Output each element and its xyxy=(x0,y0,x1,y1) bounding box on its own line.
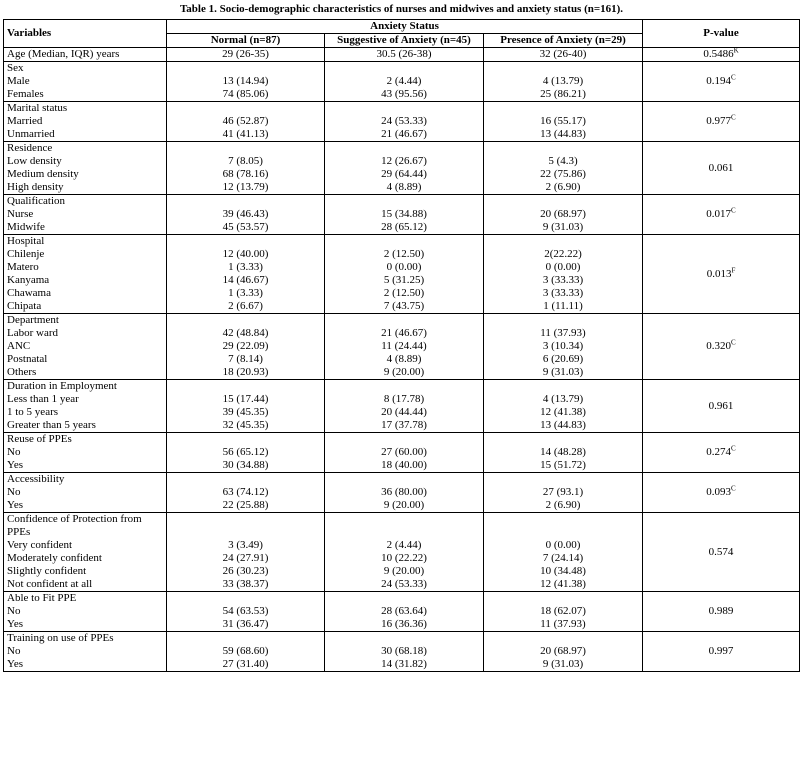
cell-value: 11 (37.93) xyxy=(484,618,643,632)
cell-value: 0 (0.00) xyxy=(484,539,643,552)
p-value: 0.977 xyxy=(706,115,732,127)
section-title-row xyxy=(4,48,800,62)
cell-value: 30 (68.18) xyxy=(325,645,484,658)
row-label: Greater than 5 years xyxy=(4,419,167,433)
empty-cell xyxy=(325,473,484,487)
header-suggestive: Suggestive of Anxiety (n=45) xyxy=(325,34,484,48)
section-title-row xyxy=(4,513,800,540)
cell-value: 63 (74.12) xyxy=(167,486,325,499)
section-title: Reuse of PPEs xyxy=(4,433,167,447)
empty-cell xyxy=(167,102,325,116)
cell-value: 2 (12.50) xyxy=(325,248,484,261)
cell-value: 2 (4.44) xyxy=(325,539,484,552)
cell-value: 4 (13.79) xyxy=(484,393,643,406)
cell-value: 32 (45.35) xyxy=(167,419,325,433)
p-value-cell xyxy=(643,380,800,433)
cell-value: 9 (31.03) xyxy=(484,221,643,235)
p-value-cell xyxy=(643,473,800,513)
p-value: 0.013 xyxy=(706,267,732,280)
cell-value: 16 (55.17) xyxy=(484,115,643,128)
cell-value: 10 (34.48) xyxy=(484,565,643,578)
row-label: Yes xyxy=(4,499,167,513)
row-label: Less than 1 year xyxy=(4,393,167,406)
cell-value: 18 (62.07) xyxy=(484,605,643,618)
empty-cell xyxy=(325,380,484,394)
section-title-row xyxy=(4,314,800,328)
p-value-test-marker: F xyxy=(731,265,736,274)
cell-value: 25 (86.21) xyxy=(484,88,643,102)
empty-cell xyxy=(325,513,484,540)
section-title: Qualification xyxy=(4,195,167,209)
section-title: Duration in Employment xyxy=(4,380,167,394)
section-title-row xyxy=(4,235,800,249)
section-title: Confidence of Protection from PPEs xyxy=(4,513,167,540)
empty-cell xyxy=(167,473,325,487)
empty-cell xyxy=(325,433,484,447)
row-label: Unmarried xyxy=(4,128,167,142)
data-table xyxy=(3,19,800,672)
cell-value: 29 (26-35) xyxy=(167,48,325,62)
cell-value: 45 (53.57) xyxy=(167,221,325,235)
table-body xyxy=(4,48,800,672)
cell-value: 2 (6.67) xyxy=(167,300,325,314)
section-title-row xyxy=(4,380,800,394)
cell-value: 14 (46.67) xyxy=(167,274,325,287)
cell-value: 33 (38.37) xyxy=(167,578,325,592)
cell-value: 1 (3.33) xyxy=(167,287,325,300)
p-value-cell xyxy=(643,102,800,142)
cell-value: 2 (6.90) xyxy=(484,181,643,195)
p-value-test-marker: C xyxy=(731,444,736,453)
section-title: Sex xyxy=(4,62,167,76)
section-title: Department xyxy=(4,314,167,328)
section-title: Able to Fit PPE xyxy=(4,592,167,606)
section-title-row xyxy=(4,592,800,606)
section-title: Accessibility xyxy=(4,473,167,487)
section-title: Residence xyxy=(4,142,167,156)
row-label: Kanyama xyxy=(4,274,167,287)
p-value-cell xyxy=(643,235,800,314)
cell-value: 2(22.22) xyxy=(484,248,643,261)
empty-cell xyxy=(484,195,643,209)
cell-value: 12 (41.38) xyxy=(484,406,643,419)
empty-cell xyxy=(167,314,325,328)
empty-cell xyxy=(325,142,484,156)
cell-value: 9 (20.00) xyxy=(325,499,484,513)
empty-cell xyxy=(325,592,484,606)
cell-value: 29 (64.44) xyxy=(325,168,484,181)
cell-value: 20 (44.44) xyxy=(325,406,484,419)
cell-value: 6 (20.69) xyxy=(484,353,643,366)
p-value-cell xyxy=(643,632,800,672)
row-label: Medium density xyxy=(4,168,167,181)
cell-value: 13 (44.83) xyxy=(484,128,643,142)
empty-cell xyxy=(325,235,484,249)
section-title-row xyxy=(4,62,800,76)
section-title: Age (Median, IQR) years xyxy=(4,48,167,62)
p-value: 0.194 xyxy=(706,75,732,87)
cell-value: 26 (30.23) xyxy=(167,565,325,578)
p-value: 0.017 xyxy=(706,208,732,220)
row-label: Matero xyxy=(4,261,167,274)
empty-cell xyxy=(325,632,484,646)
empty-cell xyxy=(484,433,643,447)
cell-value: 7 (8.05) xyxy=(167,155,325,168)
cell-value: 15 (17.44) xyxy=(167,393,325,406)
cell-value: 5 (31.25) xyxy=(325,274,484,287)
cell-value: 41 (41.13) xyxy=(167,128,325,142)
cell-value: 2 (6.90) xyxy=(484,499,643,513)
cell-value: 22 (25.88) xyxy=(167,499,325,513)
cell-value: 12 (41.38) xyxy=(484,578,643,592)
empty-cell xyxy=(484,380,643,394)
row-label: 1 to 5 years xyxy=(4,406,167,419)
empty-cell xyxy=(167,513,325,540)
table-caption: Table 1. Socio-demographic characteristics of nurses and midwives and anxiety status (n=161). xyxy=(179,3,624,15)
row-label: Postnatal xyxy=(4,353,167,366)
row-label: Yes xyxy=(4,618,167,632)
p-value-test-marker: C xyxy=(731,113,736,122)
cell-value: 7 (24.14) xyxy=(484,552,643,565)
cell-value: 42 (48.84) xyxy=(167,327,325,340)
row-label: Yes xyxy=(4,658,167,672)
row-label: Chawama xyxy=(4,287,167,300)
cell-value: 32 (26-40) xyxy=(484,48,643,62)
cell-value: 24 (53.33) xyxy=(325,115,484,128)
cell-value: 24 (27.91) xyxy=(167,552,325,565)
row-label: Married xyxy=(4,115,167,128)
cell-value: 13 (14.94) xyxy=(167,75,325,88)
cell-value: 10 (22.22) xyxy=(325,552,484,565)
empty-cell xyxy=(484,62,643,76)
cell-value: 3 (33.33) xyxy=(484,287,643,300)
empty-cell xyxy=(167,433,325,447)
cell-value: 13 (44.83) xyxy=(484,419,643,433)
empty-cell xyxy=(167,195,325,209)
cell-value: 27 (31.40) xyxy=(167,658,325,672)
p-value-cell xyxy=(643,195,800,235)
cell-value: 7 (8.14) xyxy=(167,353,325,366)
section-title-row xyxy=(4,433,800,447)
empty-cell xyxy=(484,473,643,487)
cell-value: 9 (20.00) xyxy=(325,366,484,380)
cell-value: 27 (93.1) xyxy=(484,486,643,499)
cell-value: 21 (46.67) xyxy=(325,327,484,340)
header-pvalue: P-value xyxy=(643,20,800,48)
cell-value: 18 (20.93) xyxy=(167,366,325,380)
cell-value: 74 (85.06) xyxy=(167,88,325,102)
row-label: Male xyxy=(4,75,167,88)
cell-value: 15 (34.88) xyxy=(325,208,484,221)
cell-value: 30 (34.88) xyxy=(167,459,325,473)
cell-value: 24 (53.33) xyxy=(325,578,484,592)
p-value-cell xyxy=(643,314,800,380)
empty-cell xyxy=(484,142,643,156)
empty-cell xyxy=(167,62,325,76)
header-presence: Presence of Anxiety (n=29) xyxy=(484,34,643,48)
section-title: Hospital xyxy=(4,235,167,249)
cell-value: 12 (13.79) xyxy=(167,181,325,195)
cell-value: 16 (36.36) xyxy=(325,618,484,632)
cell-value: 14 (31.82) xyxy=(325,658,484,672)
cell-value: 8 (17.78) xyxy=(325,393,484,406)
p-value-cell xyxy=(643,48,800,62)
row-label: Others xyxy=(4,366,167,380)
p-value-cell xyxy=(643,62,800,102)
cell-value: 5 (4.3) xyxy=(484,155,643,168)
cell-value: 28 (65.12) xyxy=(325,221,484,235)
row-label: Yes xyxy=(4,459,167,473)
cell-value: 39 (45.35) xyxy=(167,406,325,419)
row-label: Labor ward xyxy=(4,327,167,340)
p-value-cell xyxy=(643,592,800,632)
cell-value: 3 (33.33) xyxy=(484,274,643,287)
p-value: 0.961 xyxy=(708,399,734,412)
cell-value: 3 (10.34) xyxy=(484,340,643,353)
cell-value: 17 (37.78) xyxy=(325,419,484,433)
cell-value: 1 (11.11) xyxy=(484,300,643,314)
section-title-row xyxy=(4,195,800,209)
cell-value: 2 (4.44) xyxy=(325,75,484,88)
cell-value: 30.5 (26-38) xyxy=(325,48,484,62)
cell-value: 39 (46.43) xyxy=(167,208,325,221)
row-label: No xyxy=(4,645,167,658)
section-title: Training on use of PPEs xyxy=(4,632,167,646)
p-value: 0.093 xyxy=(706,486,732,498)
p-value-cell xyxy=(643,433,800,473)
cell-value: 3 (3.49) xyxy=(167,539,325,552)
cell-value: 18 (40.00) xyxy=(325,459,484,473)
cell-value: 4 (13.79) xyxy=(484,75,643,88)
header-normal: Normal (n=87) xyxy=(167,34,325,48)
p-value: 0.274 xyxy=(706,446,732,458)
cell-value: 0 (0.00) xyxy=(325,261,484,274)
cell-value: 11 (37.93) xyxy=(484,327,643,340)
cell-value: 2 (12.50) xyxy=(325,287,484,300)
cell-value: 59 (68.60) xyxy=(167,645,325,658)
row-label: Moderately confident xyxy=(4,552,167,565)
empty-cell xyxy=(167,142,325,156)
cell-value: 9 (31.03) xyxy=(484,366,643,380)
row-label: ANC xyxy=(4,340,167,353)
header-variables: Variables xyxy=(4,20,167,48)
header-row-1 xyxy=(4,20,800,34)
cell-value: 1 (3.33) xyxy=(167,261,325,274)
cell-value: 4 (8.89) xyxy=(325,181,484,195)
row-label: Nurse xyxy=(4,208,167,221)
cell-value: 68 (78.16) xyxy=(167,168,325,181)
p-value-cell xyxy=(643,513,800,592)
section-title-row xyxy=(4,632,800,646)
cell-value: 36 (80.00) xyxy=(325,486,484,499)
empty-cell xyxy=(167,380,325,394)
cell-value: 15 (51.72) xyxy=(484,459,643,473)
row-label: Midwife xyxy=(4,221,167,235)
row-label: Low density xyxy=(4,155,167,168)
cell-value: 28 (63.64) xyxy=(325,605,484,618)
p-value-test-marker: K xyxy=(733,46,739,55)
cell-value: 21 (46.67) xyxy=(325,128,484,142)
section-title-row xyxy=(4,473,800,487)
cell-value: 27 (60.00) xyxy=(325,446,484,459)
empty-cell xyxy=(484,632,643,646)
cell-value: 31 (36.47) xyxy=(167,618,325,632)
p-value-cell xyxy=(643,142,800,195)
empty-cell xyxy=(325,62,484,76)
cell-value: 22 (75.86) xyxy=(484,168,643,181)
cell-value: 43 (95.56) xyxy=(325,88,484,102)
cell-value: 56 (65.12) xyxy=(167,446,325,459)
empty-cell xyxy=(167,592,325,606)
p-value: 0.574 xyxy=(708,545,734,558)
empty-cell xyxy=(325,102,484,116)
p-value: 0.997 xyxy=(708,645,734,657)
empty-cell xyxy=(325,195,484,209)
row-label: No xyxy=(4,486,167,499)
cell-value: 14 (48.28) xyxy=(484,446,643,459)
empty-cell xyxy=(484,102,643,116)
row-label: No xyxy=(4,605,167,618)
p-value-test-marker: C xyxy=(731,73,736,82)
p-value: 0.989 xyxy=(708,605,734,617)
cell-value: 11 (24.44) xyxy=(325,340,484,353)
cell-value: 20 (68.97) xyxy=(484,208,643,221)
cell-value: 46 (52.87) xyxy=(167,115,325,128)
header-anxiety-status: Anxiety Status xyxy=(167,20,643,34)
empty-cell xyxy=(484,592,643,606)
cell-value: 20 (68.97) xyxy=(484,645,643,658)
cell-value: 0 (0.00) xyxy=(484,261,643,274)
section-title: Marital status xyxy=(4,102,167,116)
row-label: Slightly confident xyxy=(4,565,167,578)
row-label: High density xyxy=(4,181,167,195)
p-value: 0.320 xyxy=(706,340,732,352)
p-value-test-marker: C xyxy=(731,206,736,215)
cell-value: 4 (8.89) xyxy=(325,353,484,366)
row-label: Very confident xyxy=(4,539,167,552)
empty-cell xyxy=(484,314,643,328)
p-value: 0.061 xyxy=(708,161,734,174)
empty-cell xyxy=(484,235,643,249)
section-title-row xyxy=(4,142,800,156)
cell-value: 9 (20.00) xyxy=(325,565,484,578)
row-label: Females xyxy=(4,88,167,102)
empty-cell xyxy=(325,314,484,328)
p-value-test-marker: C xyxy=(731,338,736,347)
p-value-test-marker: C xyxy=(731,484,736,493)
empty-cell xyxy=(484,513,643,540)
row-label: Chilenje xyxy=(4,248,167,261)
empty-cell xyxy=(167,235,325,249)
p-value: 0.5486 xyxy=(703,48,734,60)
cell-value: 29 (22.09) xyxy=(167,340,325,353)
row-label: No xyxy=(4,446,167,459)
cell-value: 12 (40.00) xyxy=(167,248,325,261)
empty-cell xyxy=(167,632,325,646)
cell-value: 9 (31.03) xyxy=(484,658,643,672)
row-label: Chipata xyxy=(4,300,167,314)
cell-value: 54 (63.53) xyxy=(167,605,325,618)
cell-value: 12 (26.67) xyxy=(325,155,484,168)
row-label: Not confident at all xyxy=(4,578,167,592)
cell-value: 7 (43.75) xyxy=(325,300,484,314)
section-title-row xyxy=(4,102,800,116)
